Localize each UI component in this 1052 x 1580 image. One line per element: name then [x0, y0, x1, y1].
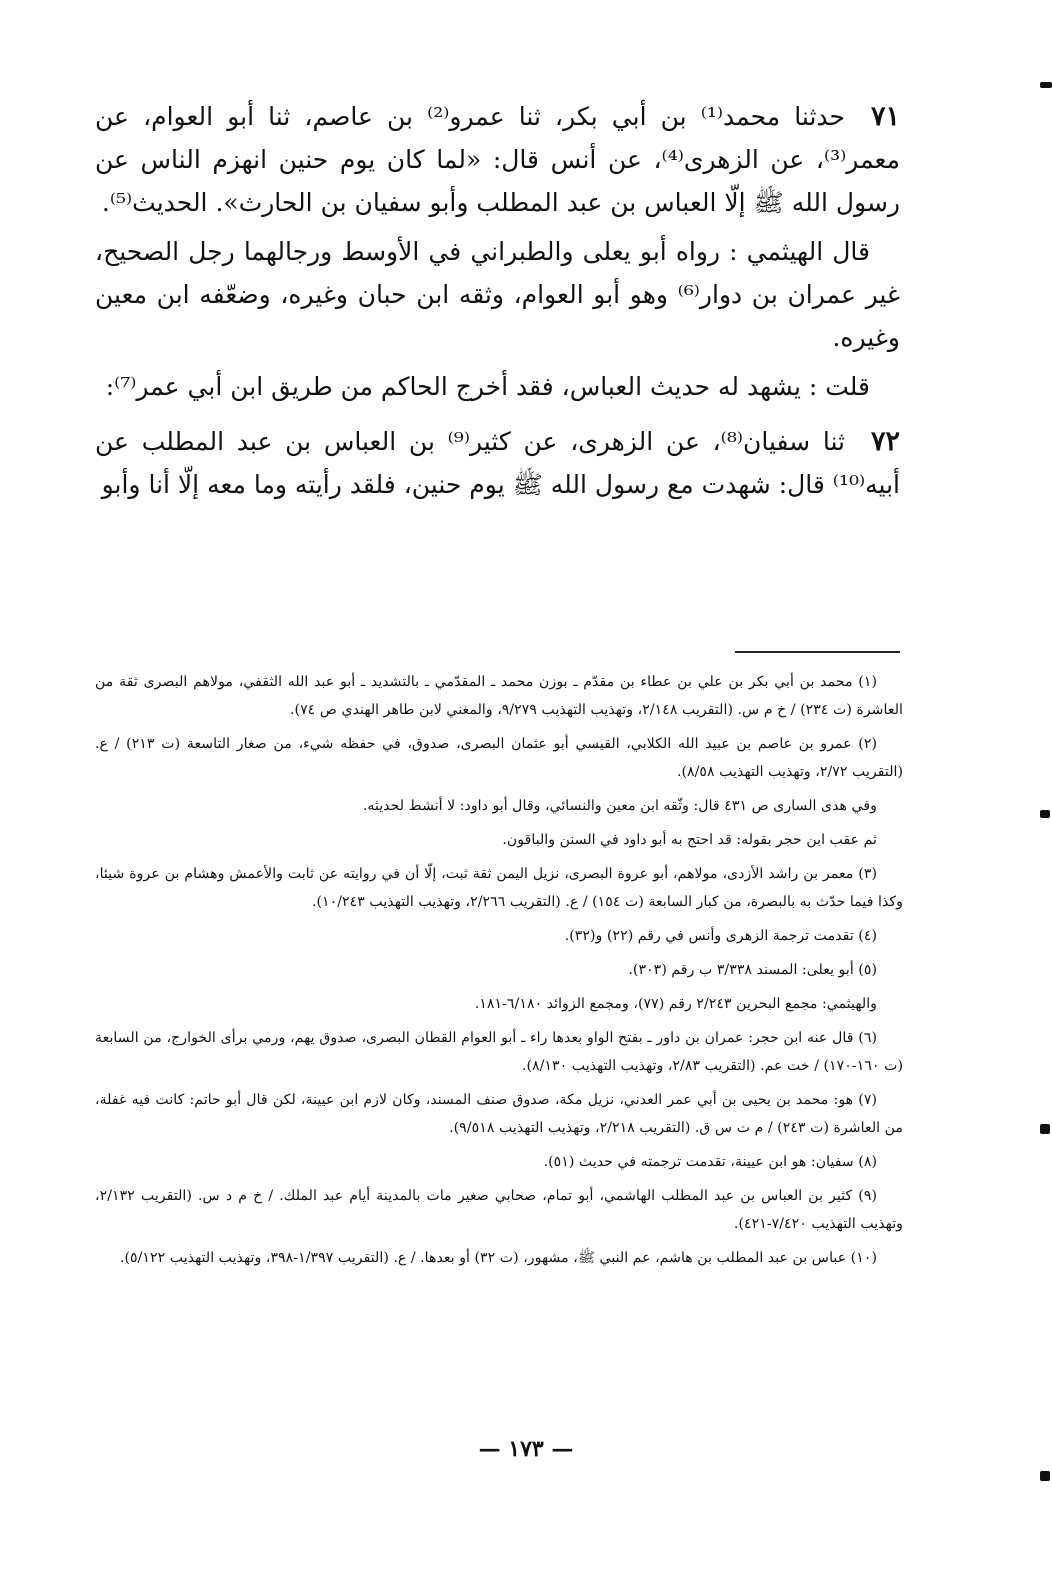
footnotes — [95, 668, 903, 1278]
scan-edge-mark — [1040, 1124, 1050, 1134]
scan-edge-mark — [1040, 1471, 1050, 1481]
footnote-5-continued: والهيثمي: مجمع البحرين ٢/٢٤٣ رقم (٧٧)، ومجمع الزوائد ٦/١٨٠-١٨١. — [474, 996, 877, 1012]
footnote-1: (١) محمد بن أبي بكر بن علي بن عطاء بن مقدّم ـ بوزن محمد ـ المقدّمي ـ بالتشديد ـ أبو عبد الله الثقفي، مولاهم البصرى ثقة من العاشرة (ت ٢٣٤) / خ م س. (التقريب ٢/١٤٨، وتهذيب التهذيب ٩/٢٧٩، والمغني لابن طاهر الهندي ص ٧٤). — [95, 674, 903, 718]
footnote-7: (٧) هو: محمد بن يحيى بن أبي عمر العدني، نزيل مكة، صدوق صنف المسند، وكان لازم ابن عيينة، لكن قال أبو حاتم: كانت فيه غفلة، من العاشرة (ت ٢٤٣) / م ت س ق. (التقريب ٢/٢١٨، وتهذيب التهذيب ٩/٥١٨). — [95, 1092, 903, 1136]
footnote-separator — [735, 651, 900, 653]
footnote-5: (٥) أبو يعلى: المسند ٣/٣٣٨ ب رقم (٣٠٣). — [628, 962, 877, 978]
hadith-number: ٧٢ — [870, 426, 900, 457]
haythami-comment: قال الهيثمي : رواه أبو يعلى والطبراني في الأوسط ورجالهما رجل الصحيح، غير عمران بن دوار⁽⁶⁾ وهو أبو العوام، وثقه ابن حبان وغيره، وضعّفه ابن معين وغيره. — [95, 237, 900, 352]
footnote-3: (٣) معمر بن راشد الأزدى، مولاهم، أبو عروة البصرى، نزيل اليمن ثقة ثبت، إلّا أن في روايته عن ثابت والأعمش وهشام بن عروة شيئا، وكذا فيما حدّث به بالبصرة، من كبار السابعة (ت ١٥٤) / ع. (التقريب ٢/٢٦٦، وتهذيب التهذيب ١٠/٢٤٣). — [95, 866, 903, 910]
footnote-2: (٢) عمرو بن عاصم بن عبيد الله الكلابي، القيسي أبو عثمان البصرى، صدوق، في حفظه شيء، من صغار التاسعة (ت ٢١٣) / ع. (التقريب ٢/٧٢، وتهذيب التهذيب ٨/٥٨). — [95, 736, 903, 780]
footnote-10: (١٠) عباس بن عبد المطلب بن هاشم، عم النبي ﷺ، مشهور، (ت ٣٢) أو بعدها. / ع. (التقريب ١/٣٩٧-٣٩٨، وتهذيب التهذيب ٥/١٢٢). — [119, 1250, 877, 1266]
footnote-6: (٦) قال عنه ابن حجر: عمران بن داور ـ بفتح الواو بعدها راء ـ أبو العوام القطان البصرى، صدوق يهم، ورمي برأى الخوارج، من السابعة (ت ١٦٠-١٧٠) / خت عم. (التقريب ٢/٨٣، وتهذيب التهذيب ٨/١٣٠). — [95, 1030, 903, 1074]
hadith-number: ٧١ — [870, 101, 900, 132]
footnote-4: (٤) تقدمت ترجمة الزهرى وأنس في رقم (٢٢) و(٣٢). — [564, 928, 877, 944]
main-text — [95, 95, 900, 512]
hadith-text: ثنا سفيان⁽⁸⁾، عن الزهرى، عن كثير⁽⁹⁾ بن العباس بن عبد المطلب عن أبيه⁽¹⁰⁾ قال: شهدت مع رسول الله ﷺ يوم حنين، فلقد رأيته وما معه إلّا أنا وأبو — [95, 427, 900, 499]
hadith-text: حدثنا محمد⁽¹⁾ بن أبي بكر، ثنا عمرو⁽²⁾ بن عاصم، ثنا أبو العوام، عن معمر⁽³⁾، عن الزهرى⁽⁴⁾، عن أنس قال: «لما كان يوم حنين انهزم الناس عن رسول الله ﷺ إلّا العباس بن عبد المطلب وأبو سفيان بن الحارث». الحديث⁽⁵⁾. — [95, 102, 900, 217]
hadith-71 — [95, 95, 900, 224]
author-comment: قلت : يشهد له حديث العباس، فقد أخرج الحاكم من طريق ابن أبي عمر⁽⁷⁾: — [105, 372, 870, 401]
page-number: — ١٧٣ — — [478, 1436, 574, 1462]
scan-edge-mark — [1040, 82, 1052, 88]
footnote-9: (٩) كثير بن العباس بن عبد المطلب الهاشمي، أبو تمام، صحابي صغير مات بالمدينة أيام عبد الملك. / خ م د س. (التقريب ٢/١٣٢، وتهذيب التهذيب ٧/٤٢٠-٤٢١). — [95, 1188, 903, 1232]
footnote-2-continued: ثم عقب ابن حجر بقوله: قد احتج به أبو داود في السنن والباقون. — [502, 832, 877, 848]
hadith-72 — [95, 420, 900, 506]
scan-edge-mark — [1040, 810, 1050, 818]
footnote-8: (٨) سفيان: هو ابن عيينة، تقدمت ترجمته في حديث (٥١). — [543, 1154, 877, 1170]
footnote-2-continued: وفي هدى السارى ص ٤٣١ قال: وثّقه ابن معين والنسائي، وقال أبو داود: لا أنشط لحديثه. — [362, 798, 877, 814]
